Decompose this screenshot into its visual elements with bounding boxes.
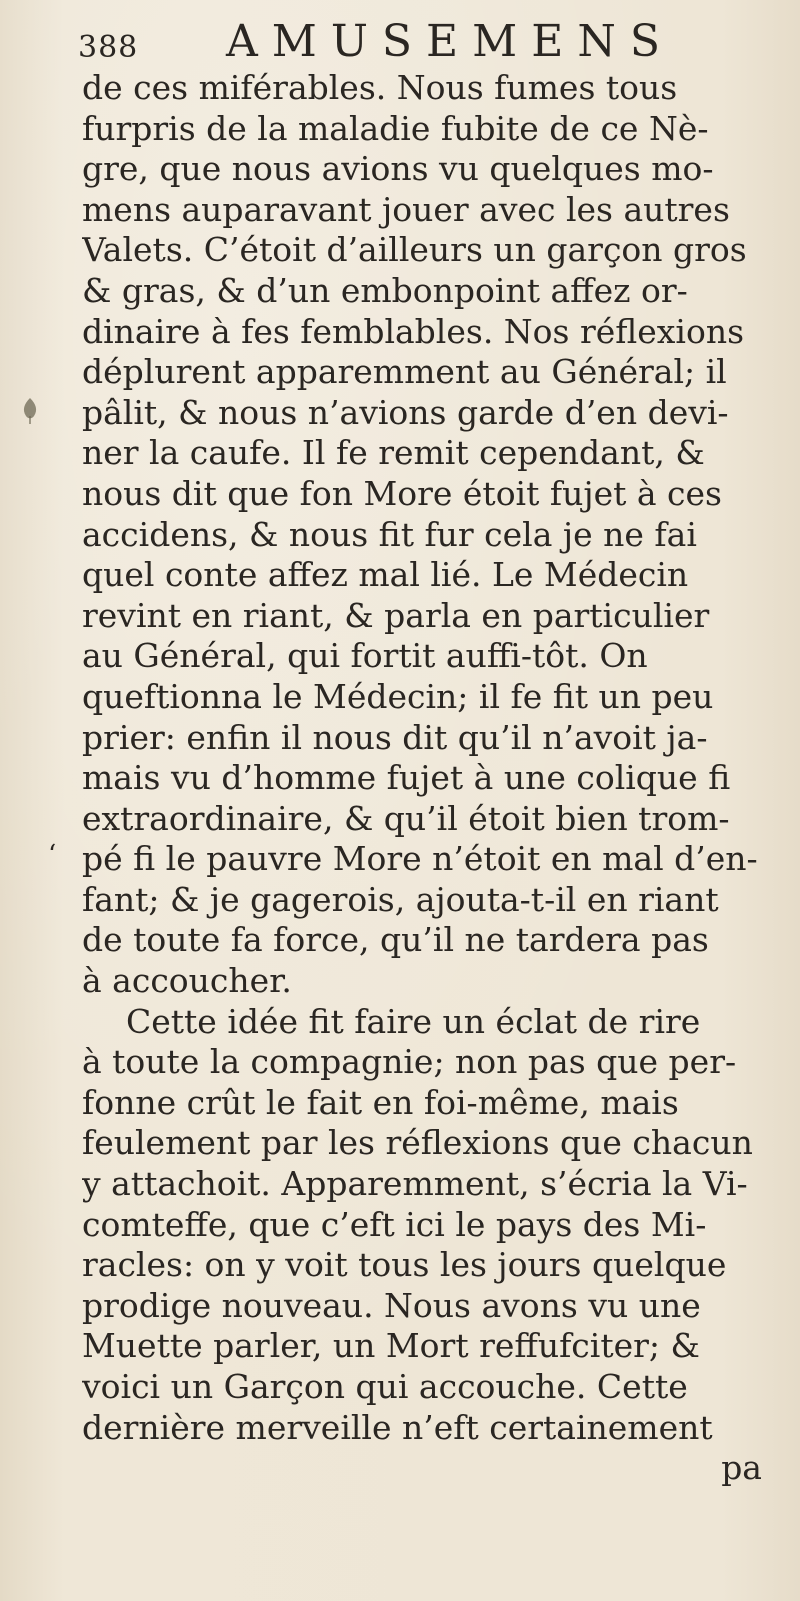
running-head: AMUSEMENS (226, 16, 674, 67)
text-line: racles: on y voit tous les jours quelque (82, 1245, 727, 1285)
text-line: gre, que nous avions vu quelques mo- (82, 149, 714, 189)
text-line: quel conte affez mal lié. Le Médecin (82, 555, 689, 595)
text-line: pé fi le pauvre More n’étoit en mal d’en- (82, 839, 758, 879)
text-line: queftionna le Médecin; il fe fit un peu (82, 676, 714, 716)
text-line: de ces miférables. Nous fumes tous (82, 68, 678, 107)
text-line: mens auparavant jouer avec les autres (82, 189, 730, 229)
text-line: furpris de la maladie fubite de ce Nè- (82, 108, 709, 148)
page-header (78, 14, 798, 70)
text-line: Valets. C’étoit d’ailleurs un garçon gros (82, 230, 747, 270)
text-line: revint en riant, & parla en particulier (82, 595, 710, 635)
fleuron-ornament-icon (18, 396, 42, 426)
text-line: de toute fa force, qu’il ne tardera pas (82, 920, 709, 960)
text-line: ner la caufe. Il fe remit cependant, & (82, 433, 705, 473)
catchword: pa (721, 1448, 762, 1488)
text-line: comteffe, que c’eft ici le pays des Mi- (82, 1204, 707, 1244)
text-line: nous dit que fon More étoit fujet à ces (82, 473, 722, 513)
text-line: à accoucher. (82, 961, 292, 1001)
text-line: pâlit, & nous n’avions garde d’en devi- (82, 392, 729, 432)
text-line: fant; & je gagerois, ajouta-t-il en riant (82, 879, 719, 919)
text-line: Muette parler, un Mort reffufciter; & (82, 1326, 700, 1366)
text-line: feulement par les réflexions que chacun (82, 1123, 753, 1163)
text-line: au Général, qui fortit auffi-tôt. On (82, 636, 648, 676)
text-line: fonne crût le fait en foi-même, mais (82, 1082, 679, 1122)
text-line: dernière merveille n’eft certainement (82, 1407, 713, 1447)
text-line: prier: enfin il nous dit qu’il n’avoit ja- (82, 717, 708, 757)
text-line: voici un Garçon qui accouche. Cette (82, 1367, 688, 1406)
text-line: prodige nouveau. Nous avons vu une (82, 1285, 701, 1325)
stray-ink-mark: ‘ (48, 840, 57, 870)
paragraph-start-line: Cette idée fit faire un éclat de rire (126, 1001, 701, 1041)
text-line: à toute la compagnie; non pas que per- (82, 1042, 737, 1082)
text-line: accidens, & nous fit fur cela je ne fai (82, 514, 697, 554)
body-text (82, 68, 800, 1489)
text-line: extraordinaire, & qu’il étoit bien trom- (82, 798, 730, 838)
text-line: y attachoit. Apparemment, s’écria la Vi- (82, 1164, 748, 1204)
page-number: 388 (78, 30, 139, 65)
text-line: dinaire à fes femblables. Nos réflexions (82, 311, 745, 351)
text-line: & gras, & d’un embonpoint affez or- (82, 270, 688, 310)
text-line: mais vu d’homme fujet à une colique fi (82, 758, 731, 798)
text-line: déplurent apparemment au Général; il (82, 352, 727, 392)
